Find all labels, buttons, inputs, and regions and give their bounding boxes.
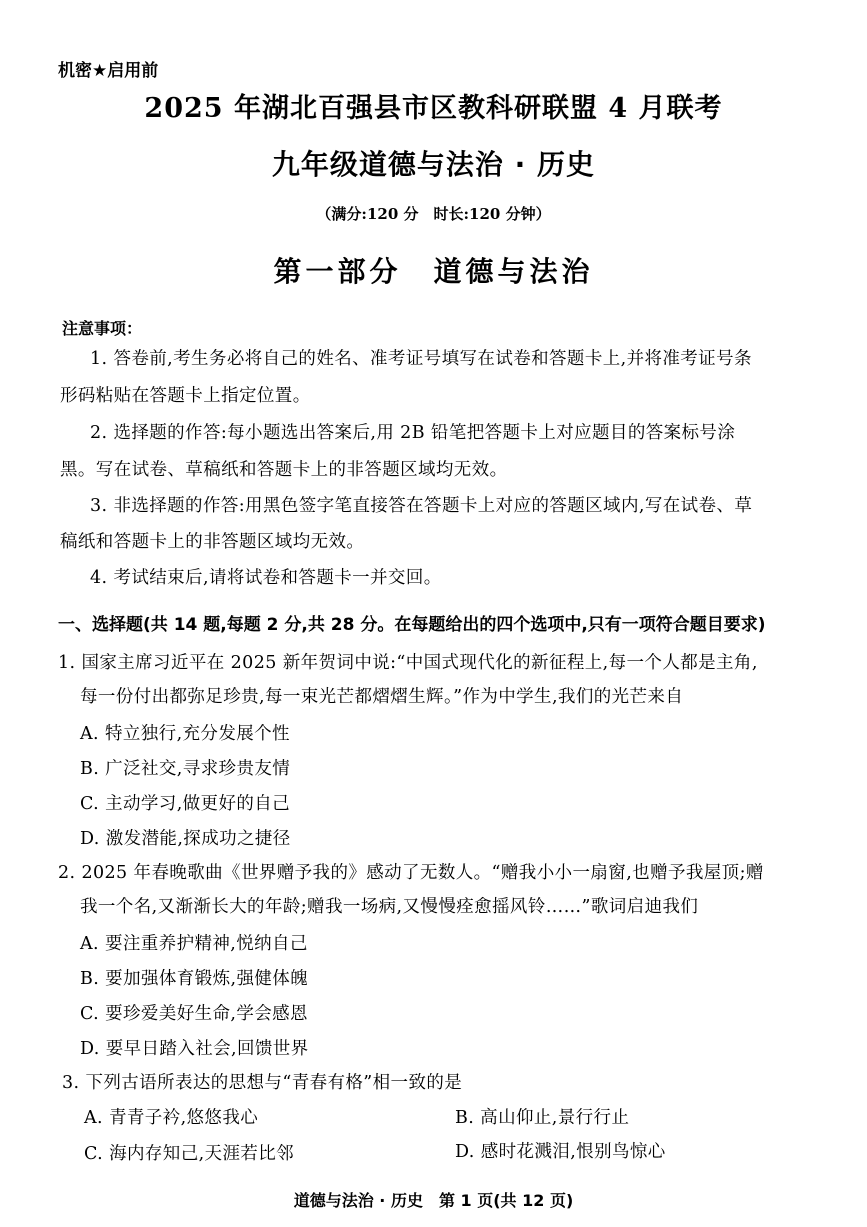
question-stem: 我一个名,又渐渐长大的年龄;赠我一场病,又慢慢痊愈摇风铃……”歌词启迪我们 [80,897,699,917]
option-d: D. 激发潜能,探成功之捷径 [80,829,291,849]
option-a: A. 特立独行,充分发展个性 [80,724,290,744]
note-line: 2. 选择题的作答:每小题选出答案后,用 2B 铅笔把答题卡上对应题目的答案标号涂 [90,423,736,443]
note-line: 形码粘贴在答题卡上指定位置。 [60,386,311,406]
option-a: A. 要注重养护精神,悦纳自己 [80,934,308,954]
option-d: D. 要早日踏入社会,回馈世界 [80,1039,309,1059]
option-b: B. 要加强体育锻炼,强健体魄 [80,969,309,989]
confidential-label: 机密★启用前 [58,61,159,81]
option-b: B. 高山仰止,景行行止 [455,1108,630,1128]
page-footer: 道德与法治 · 历史 第 1 页(共 12 页) [293,1191,574,1210]
option-c: C. 海内存知己,天涯若比邻 [84,1144,295,1164]
section-header: 一、选择题(共 14 题,每题 2 分,共 28 分。在每题给出的四个选项中,只有一项符合题目要求) [58,615,766,635]
question-stem: 3. 下列古语所表达的思想与“青春有格”相一致的是 [62,1073,463,1093]
notes-heading: 注意事项： [62,319,143,338]
note-line: 4. 考试结束后,请将试卷和答题卡一并交回。 [90,568,442,588]
question-stem: 2. 2025 年春晚歌曲《世界赠予我的》感动了无数人。“赠我小小一扇窗,也赠予我屋顶;赠 [58,863,764,883]
question-stem: 1. 国家主席习近平在 2025 新年贺词中说:“中国式现代化的新征程上,每一个人都是主角, [58,653,758,673]
option-c: C. 主动学习,做更好的自己 [80,794,291,814]
option-a: A. 青青子衿,悠悠我心 [84,1108,259,1128]
option-b: B. 广泛社交,寻求珍贵友情 [80,759,291,779]
part-title: 第一部分 道德与法治 [273,255,594,288]
exam-title: 2025 年湖北百强县市区教科研联盟 4 月联考 [144,93,723,124]
score-time-info: （满分:120 分 时长:120 分钟） [316,205,551,223]
note-line: 黑。写在试卷、草稿纸和答题卡上的非答题区域均无效。 [60,460,508,480]
note-line: 1. 答卷前,考生务必将自己的姓名、准考证号填写在试卷和答题卡上,并将准考证号条 [90,349,752,369]
option-c: C. 要珍爱美好生命,学会感恩 [80,1004,308,1024]
note-line: 3. 非选择题的作答:用黑色签字笔直接答在答题卡上对应的答题区域内,写在试卷、草 [90,496,753,516]
option-d: D. 感时花溅泪,恨别鸟惊心 [455,1142,666,1162]
note-line: 稿纸和答题卡上的非答题区域均无效。 [60,532,365,552]
question-stem: 每一份付出都弥足珍贵,每一束光芒都熠熠生辉。”作为中学生,我们的光芒来自 [80,687,684,707]
subject-title: 九年级道德与法治 · 历史 [271,148,596,181]
